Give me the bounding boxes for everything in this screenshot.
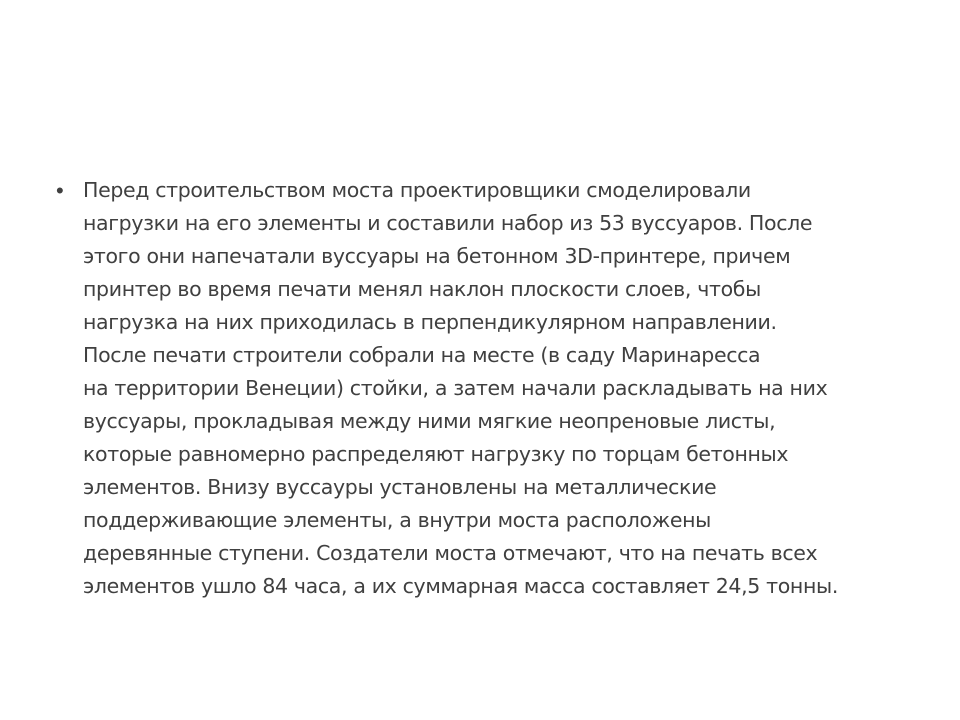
slide-content xyxy=(56,174,936,603)
paragraph-line: которые равномерно распределяют нагрузку по торцам бетонных xyxy=(83,442,789,466)
paragraph-line: нагрузка на них приходилась в перпендикулярном направлении. xyxy=(83,310,777,334)
paragraph-line: принтер во время печати менял наклон плоскости слоев, чтобы xyxy=(83,277,761,301)
bullet-icon: • xyxy=(56,178,64,203)
paragraph-line: элементов ушло 84 часа, а их суммарная масса составляет 24,5 тонны. xyxy=(83,574,839,598)
paragraph-line: деревянные ступени. Создатели моста отмечают, что на печать всех xyxy=(83,541,818,565)
paragraph-line: этого они напечатали вуссуары на бетонном 3D-принтере, причем xyxy=(83,244,791,268)
paragraph-line: вуссуары, прокладывая между ними мягкие неопреновые листы, xyxy=(83,409,776,433)
paragraph-line: Перед строительством моста проектировщики смоделировали xyxy=(83,178,751,202)
paragraph-line: После печати строители собрали на месте (в саду Маринаресса xyxy=(83,343,761,367)
paragraph-line: поддерживающие элементы, а внутри моста расположены xyxy=(83,508,712,532)
bullet-item xyxy=(56,174,936,603)
paragraph-text xyxy=(83,174,838,603)
paragraph-line: нагрузки на его элементы и составили набор из 53 вуссуаров. После xyxy=(83,211,813,235)
paragraph-line: элементов. Внизу вуссауры установлены на металлические xyxy=(83,475,717,499)
paragraph-line: на территории Венеции) стойки, а затем начали раскладывать на них xyxy=(83,376,828,400)
